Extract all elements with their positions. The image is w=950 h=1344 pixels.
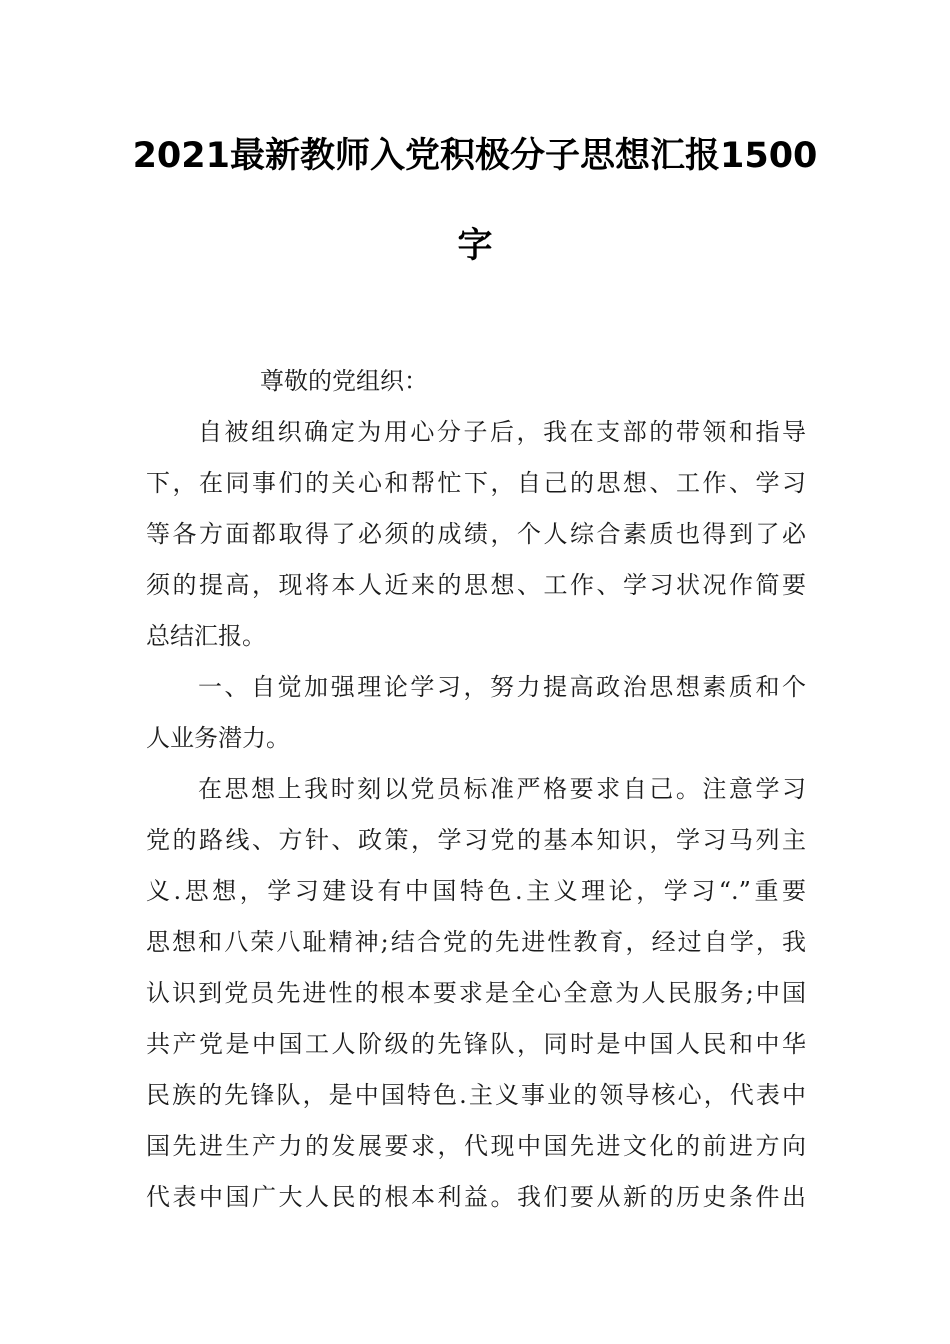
body-line: 思想和八荣八耻精神;结合党的先进性教育，经过自学，我 bbox=[146, 928, 806, 956]
body-line: 国先进生产力的发展要求，代现中国先进文化的前进方向 bbox=[146, 1132, 806, 1160]
body-line: 认识到党员先进性的根本要求是全心全意为人民服务;中国 bbox=[146, 979, 806, 1007]
document-title-line-1: 2021最新教师入党积极分子思想汇报1500 bbox=[132, 136, 818, 176]
body-line: 党的路线、方针、政策，学习党的基本知识，学习马列主 bbox=[146, 826, 806, 854]
body-line: 民族的先锋队，是中国特色.主义事业的领导核心，代表中 bbox=[146, 1081, 806, 1109]
section-heading-line: 一、自觉加强理论学习，努力提高政治思想素质和个 bbox=[198, 673, 806, 701]
body-line: 须的提高，现将本人近来的思想、工作、学习状况作简要 bbox=[146, 571, 806, 599]
body-line: 义.思想，学习建设有中国特色.主义理论，学习“.”重要 bbox=[146, 877, 806, 905]
body-line: 等各方面都取得了必须的成绩，个人综合素质也得到了必 bbox=[146, 520, 806, 548]
body-line: 共产党是中国工人阶级的先锋队，同时是中国人民和中华 bbox=[146, 1030, 806, 1058]
body-line: 自被组织确定为用心分子后，我在支部的带领和指导 bbox=[198, 418, 806, 446]
body-line: 下，在同事们的关心和帮忙下，自己的思想、工作、学习 bbox=[146, 469, 806, 497]
document-body bbox=[146, 356, 806, 1223]
salutation: 尊敬的党组织： bbox=[260, 367, 428, 395]
body-line: 代表中国广大人民的根本利益。我们要从新的历史条件出 bbox=[146, 1183, 806, 1211]
body-line: 总结汇报。 bbox=[146, 622, 266, 650]
document-title-line-2: 字 bbox=[457, 226, 493, 266]
section-heading-line: 人业务潜力。 bbox=[146, 724, 290, 752]
body-line: 在思想上我时刻以党员标准严格要求自己。注意学习 bbox=[198, 775, 806, 803]
